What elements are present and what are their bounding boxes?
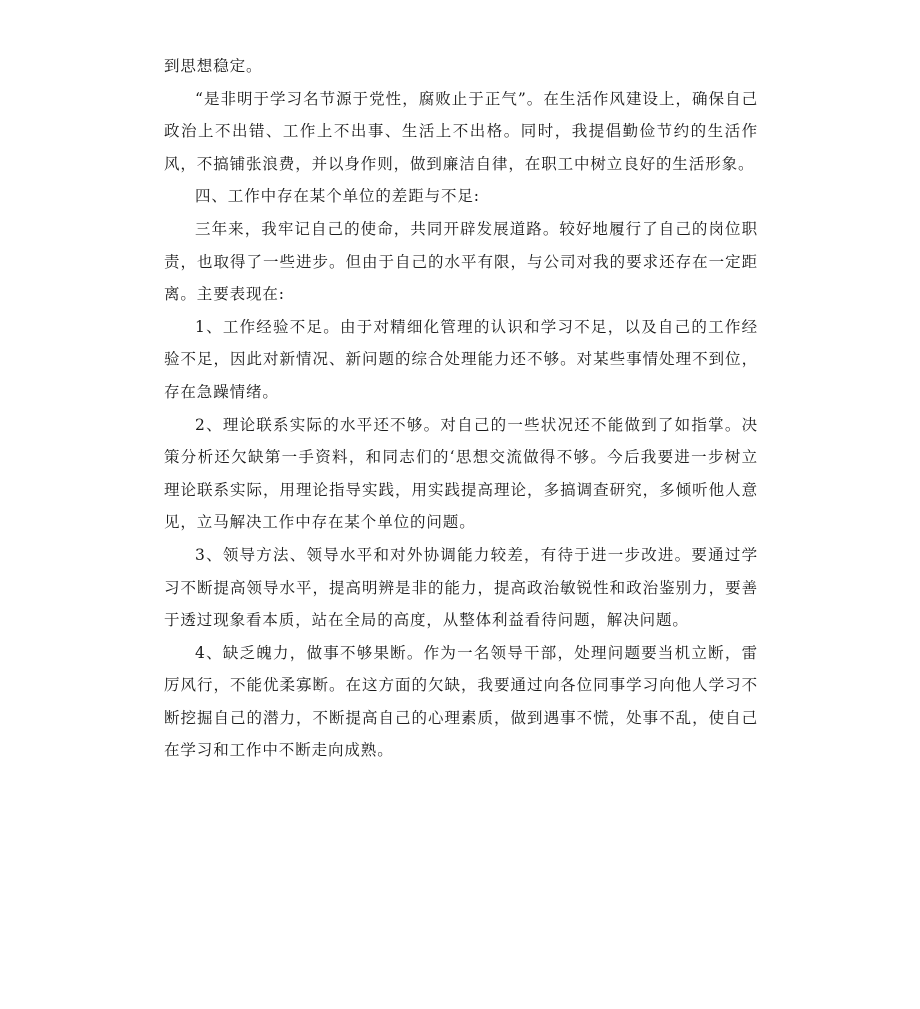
paragraph-point-2: 2、理论联系实际的水平还不够。对自己的一些状况还不能做到了如指掌。决策分析还欠缺第一手资料，和同志们的‘思想交流做得不够。今后我要进一步树立理论联系实际，用理论指导实践，用实践提高理论，多搞调查研究，多倾听他人意见，立马解决工作中存在某个单位的问题。	[164, 415, 758, 532]
document-body	[164, 50, 758, 767]
paragraph-point-1: 1、工作经验不足。由于对精细化管理的认识和学习不足，以及自己的工作经验不足，因此对新情况、新问题的综合处理能力还不够。对某些事情处理不到位，存在急躁情绪。	[164, 317, 758, 401]
paragraph-intro: 三年来，我牢记自己的使命，共同开辟发展道路。较好地履行了自己的岗位职责，也取得了一些进步。但由于自己的水平有限，与公司对我的要求还存在一定距离。主要表现在:	[164, 219, 758, 304]
paragraph-continuation: 到思想稳定。	[164, 57, 263, 75]
paragraph-point-3: 3、领导方法、领导水平和对外协调能力较差，有待于进一步改进。要通过学习不断提高领导水平，提高明辨是非的能力，提高政治敏锐性和政治鉴别力，要善于透过现象看本质，站在全局的高度，从整体利益看待问题，解决问题。	[164, 545, 758, 630]
paragraph-point-4: 4、缺乏魄力，做事不够果断。作为一名领导干部，处理问题要当机立断，雷厉风行，不能优柔寡断。在这方面的欠缺，我要通过向各位同事学习向他人学习不断挖掘自己的潜力，不断提高自己的心理素质，做到遇事不慌，处事不乱，使自己在学习和工作中不断走向成熟。	[164, 643, 758, 760]
paragraph-lifestyle: “是非明于学习名节源于党性，腐败止于正气”。在生活作风建设上，确保自己政治上不出错、工作上不出事、生活上不出格。同时，我提倡勤俭节约的生活作风，不搞铺张浪费，并以身作则，做到廉洁自律，在职工中树立良好的生活形象。	[164, 89, 758, 173]
section-heading-shortcomings: 四、工作中存在某个单位的差距与不足:	[195, 187, 480, 206]
